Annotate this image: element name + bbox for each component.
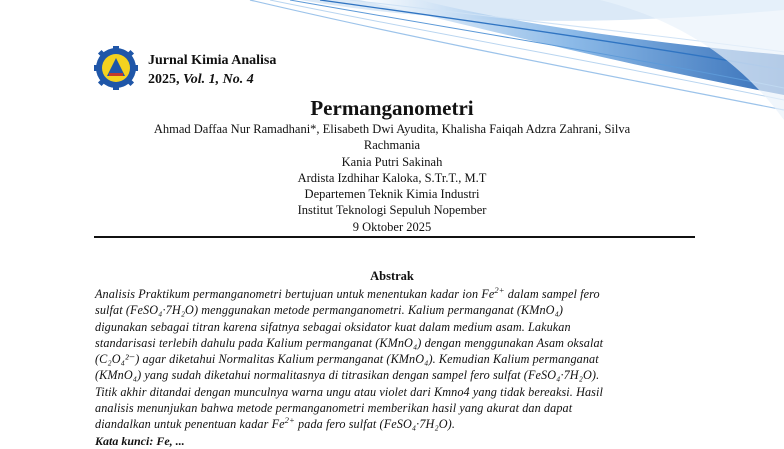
abstract-heading: Abstrak xyxy=(370,269,414,283)
abstract-line: sulfat (FeSO₄·7H₂O) menggunakan metode permanganometri. Kalium permanganat (KMnO₄) xyxy=(95,303,564,318)
authors-line: Ahmad Daffaa Nur Ramadhani*, Elisabeth Dwi Ayudita, Khalisha Faiqah Adzra Zahrani, Silva xyxy=(153,122,631,136)
abstract-line: digunakan sebagai titran karena sifatnya sebagai oksidator kuat dalam medium asam. Lakukan xyxy=(95,319,571,334)
abstract-line: standarisasi terlebih dahulu pada Kalium permanganat (KMnO₄) dengan menggunakan Asam oksalat xyxy=(95,335,604,350)
paper-title: Permanganometri xyxy=(310,96,474,120)
journal-issue xyxy=(148,70,276,89)
abstract-line: Analisis Praktikum permanganometri bertujuan untuk menentukan kadar ion $Fe^{2+}$ dalam sampel fero xyxy=(95,284,600,301)
journal-info xyxy=(148,51,276,89)
department: Departemen Teknik Kimia Industri xyxy=(304,187,480,202)
institution: Institut Teknologi Sepuluh Nopember xyxy=(297,203,487,218)
abstract-body xyxy=(95,286,693,433)
journal-name: Jurnal Kimia Analisa xyxy=(148,53,277,68)
abstract-line: diandalkan untuk penentuan kadar $Fe^{2+}$ pada fero sulfat (FeSO₄·7H₂O). xyxy=(95,415,455,432)
authors-line: Rachmania xyxy=(363,138,421,153)
abstract-line: analisis menunjukan bahwa metode permanganometri memberikan hasil yang akurat dan dapat xyxy=(95,401,573,416)
its-logo xyxy=(94,46,138,90)
keywords-line: Kata kunci: Fe, ... xyxy=(95,434,185,448)
author-block xyxy=(92,121,692,235)
journal-year: 2025, xyxy=(148,72,180,87)
title-divider xyxy=(94,236,695,238)
abstract-line: Titik akhir ditandai dengan munculnya warna ungu atau violet dari Kmno4 yang tidak bereaksi. Hasil xyxy=(95,384,603,399)
abstract-line: (KMnO₄) yang sudah diketahui normalitasnya di titrasikan dengan sampel fero sulfat (FeSO₄·7H₂O). xyxy=(95,368,600,383)
authors-line: Kania Putri Sakinah xyxy=(341,154,443,169)
abstract-line: (C₂O₄²⁻) agar diketahui Normalitas Kalium permanganat (KMnO₄). Kemudian Kalium permanganat xyxy=(95,352,599,367)
date: 9 Oktober 2025 xyxy=(352,219,432,234)
journal-volume: Vol. 1, No. 4 xyxy=(183,72,254,87)
supervisor: Ardista Izdhihar Kaloka, S.Tr.T., M.T xyxy=(297,170,487,185)
